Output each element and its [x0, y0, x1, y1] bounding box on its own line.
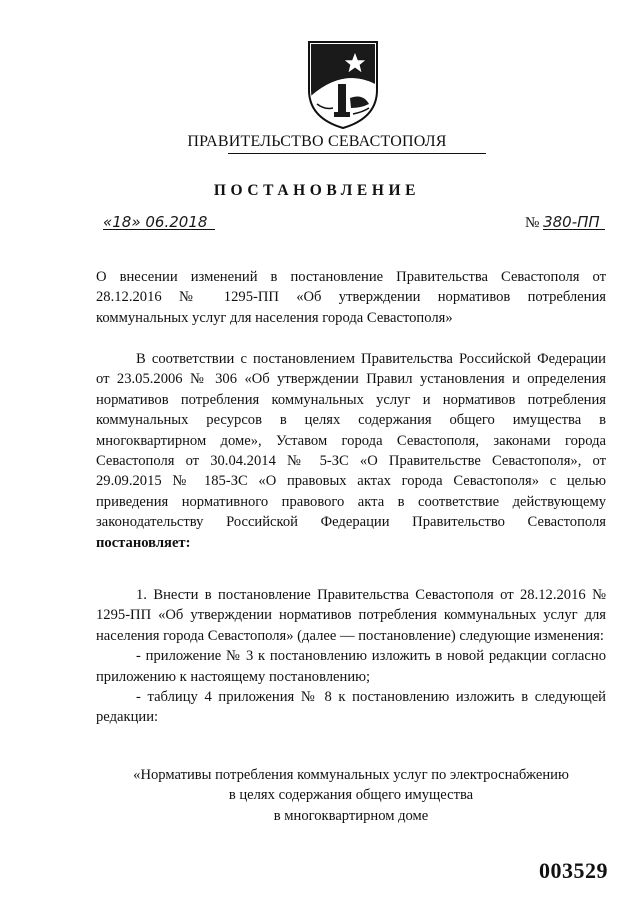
item-1-change-a: - приложение № 3 к постановлению изложить в новой редакции согласно приложению к настоящему постановлению; [96, 648, 606, 685]
item-1-change-b: - таблицу 4 приложения № 8 к постановлению изложить в следующей редакции: [96, 689, 606, 726]
document-type-title: ПОСТАНОВЛЕНИЕ [213, 182, 421, 199]
header-divider [228, 153, 486, 154]
operative-items [96, 585, 606, 728]
document-subject: О внесении изменений в постановление Правительства Севастополя от 28.12.2016 № 1295-ПП «Об утверждении нормативов потребления коммунальных услуг для населения города Севастополя» [96, 269, 606, 326]
number-handwritten: 380-ПП [543, 215, 605, 230]
document-number [525, 215, 605, 232]
quote-line-3: в многоквартирном доме [273, 807, 429, 824]
quoted-table-title [96, 765, 606, 826]
item-1: 1. Внести в постановление Правительства Севастополя от 28.12.2016 № 1295-ПП «Об утверждении нормативов потребления коммунальных услуг для населения города Севастополя» (далее — постановление) следующие изменения: [96, 587, 606, 644]
preamble [96, 349, 606, 553]
document-date [103, 215, 215, 232]
preamble-text: В соответствии с постановлением Правительства Российской Федерации от 23.05.2006 № 306 «Об утверждении Правил установления и определения нормативов потребления коммунальных услуг и нормативов потребления коммунальных ресурсов в целях содержания общего имущества в многоквартирном доме», Уставом города Севастополя, законами города Севастополя от 30.04.2014 № 5-ЗС «О Правительстве Севастополя», от 29.09.2015 № 185-ЗС «О правовых актах города Севастополя» с целью приведения нормативного правового акта в соответствие действующему законодательству Российской Федерации Правительство Севастополя [96, 351, 606, 531]
form-serial-number: 003529 [539, 858, 608, 883]
number-prefix: № [525, 215, 540, 231]
government-name: ПРАВИТЕЛЬСТВО СЕВАСТОПОЛЯ [187, 133, 447, 150]
quote-line-2: в целях содержания общего имущества [228, 787, 474, 804]
decree-word: постановляет: [96, 534, 191, 551]
quote-line-1: «Нормативы потребления коммунальных услуг по электроснабжению [133, 767, 569, 783]
coat-of-arms-emblem [303, 38, 383, 130]
date-handwritten: «18» 06.2018 [103, 215, 215, 230]
